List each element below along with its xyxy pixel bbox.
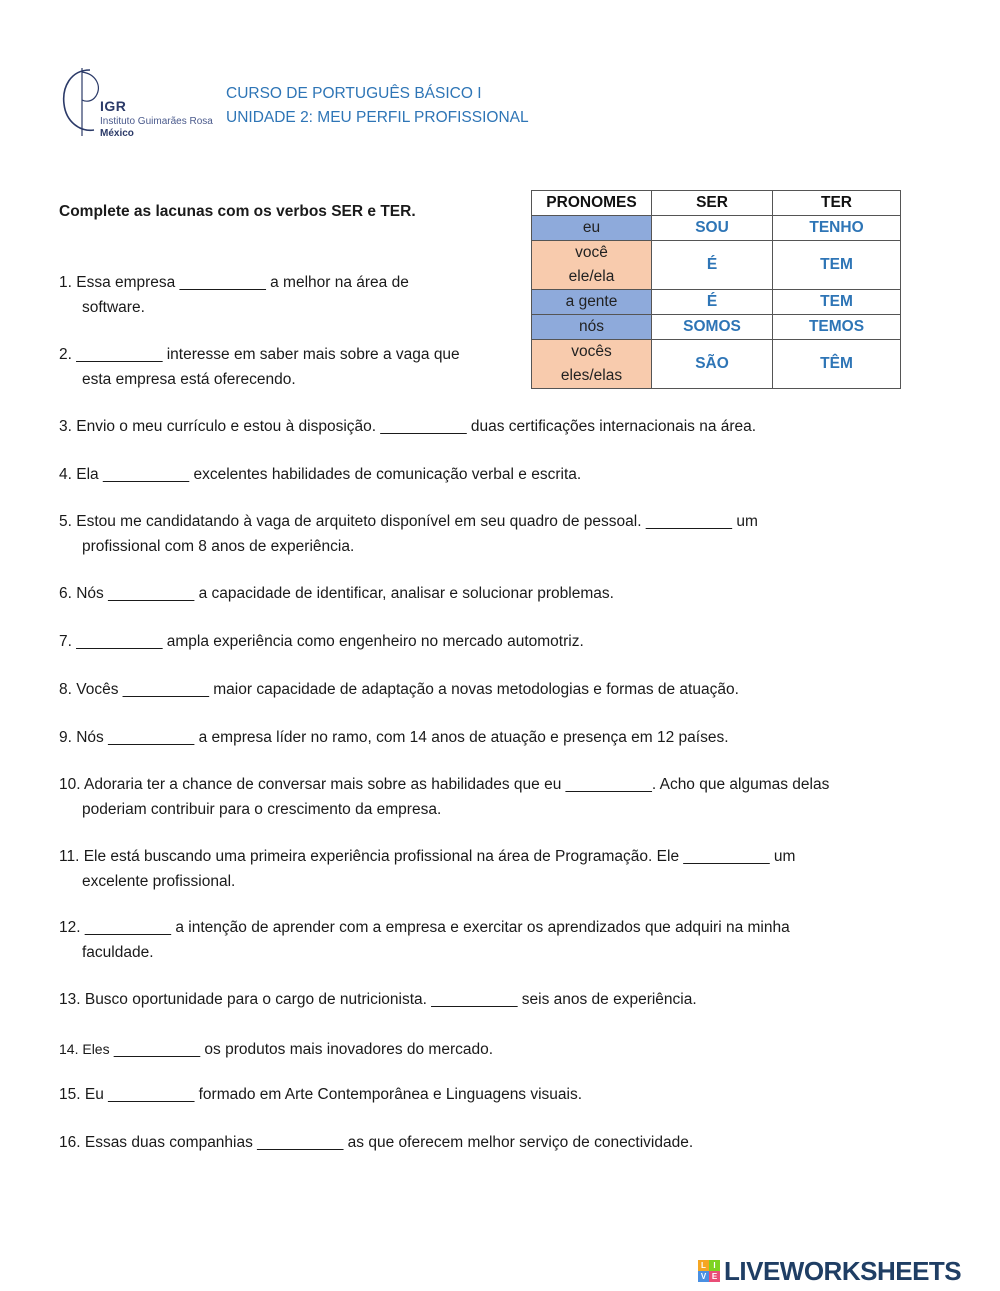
header-ser: SER bbox=[652, 191, 773, 216]
ser-cell: SOMOS bbox=[652, 315, 773, 340]
question-3[interactable] bbox=[59, 415, 756, 440]
course-title: CURSO DE PORTUGUÊS BÁSICO I bbox=[226, 85, 482, 102]
question-text-continued: excelente profissional. bbox=[82, 872, 236, 890]
question-9[interactable] bbox=[59, 726, 729, 751]
ter-cell: TENHO bbox=[773, 216, 901, 241]
ter-cell: TEM bbox=[773, 241, 901, 290]
question-text: 15. Eu __________ formado em Arte Contemporânea e Linguagens visuais. bbox=[59, 1086, 583, 1103]
verb-conjugation-table bbox=[531, 190, 901, 389]
question-5[interactable] bbox=[59, 510, 758, 559]
pronoun-cell bbox=[532, 241, 652, 290]
question-text-continued: faculdade. bbox=[82, 943, 154, 961]
question-text: 3. Envio o meu currículo e estou à disposição. __________ duas certificações internacionais na área. bbox=[59, 418, 757, 435]
pronoun-text: nós bbox=[579, 318, 604, 335]
question-16[interactable] bbox=[59, 1131, 693, 1156]
question-text-continued: software. bbox=[82, 298, 145, 316]
question-text-continued: esta empresa está oferecendo. bbox=[82, 370, 296, 388]
question-6[interactable] bbox=[59, 582, 614, 607]
question-text: 5. Estou me candidatando à vaga de arquiteto disponível em seu quadro de pessoal. __________ um bbox=[59, 513, 758, 530]
pronoun-cell bbox=[532, 315, 652, 340]
question-text: 10. Adoraria ter a chance de conversar mais sobre as habilidades que eu __________. Acho que algumas delas bbox=[59, 776, 830, 793]
question-text: 16. Essas duas companhias __________ as que oferecem melhor serviço de conectividade. bbox=[59, 1134, 694, 1151]
badge-letter: L bbox=[698, 1260, 709, 1271]
question-7[interactable] bbox=[59, 630, 584, 655]
badge-letter: I bbox=[709, 1260, 720, 1271]
ser-cell: É bbox=[652, 290, 773, 315]
logo-abbreviation: IGR bbox=[100, 98, 127, 114]
question-text: 9. Nós __________ a empresa líder no ramo, com 14 anos de atuação e presença em 12 países. bbox=[59, 729, 729, 746]
pronoun-cell bbox=[532, 290, 652, 315]
question-text: 12. __________ a intenção de aprender com a empresa e exercitar os aprendizados que adquiri na minha bbox=[59, 919, 790, 936]
igr-logo bbox=[60, 66, 213, 146]
ter-cell: TEMOS bbox=[773, 315, 901, 340]
header-ter: TER bbox=[773, 191, 901, 216]
course-heading bbox=[226, 82, 529, 130]
question-10[interactable] bbox=[59, 773, 829, 822]
ser-cell: SOU bbox=[652, 216, 773, 241]
question-text: 7. __________ ampla experiência como engenheiro no mercado automotriz. bbox=[59, 633, 584, 650]
logo-country: México bbox=[100, 128, 134, 139]
ser-cell: SÃO bbox=[652, 340, 773, 389]
igr-logo-mark-icon bbox=[60, 66, 104, 146]
question-text: 1. Essa empresa __________ a melhor na área de bbox=[59, 274, 409, 291]
ter-cell: TEM bbox=[773, 290, 901, 315]
question-15[interactable] bbox=[59, 1083, 582, 1108]
table-row bbox=[532, 315, 901, 340]
question-4[interactable] bbox=[59, 463, 581, 488]
pronoun-cell bbox=[532, 216, 652, 241]
ser-cell: É bbox=[652, 241, 773, 290]
question-14[interactable] bbox=[59, 1037, 493, 1063]
unit-title: UNIDADE 2: MEU PERFIL PROFISSIONAL bbox=[226, 109, 529, 126]
table-row bbox=[532, 241, 901, 290]
pronoun-text: eles/elas bbox=[560, 367, 623, 384]
question-text: 2. __________ interesse em saber mais sobre a vaga que bbox=[59, 346, 460, 363]
ter-cell: TÊM bbox=[773, 340, 901, 389]
question-text-continued: profissional com 8 anos de experiência. bbox=[82, 537, 355, 555]
question-text: 8. Vocês __________ maior capacidade de adaptação a novas metodologias e formas de atuação. bbox=[59, 681, 739, 698]
pronoun-text: a gente bbox=[565, 293, 618, 310]
instruction-text: Complete as lacunas com os verbos SER e TER. bbox=[59, 203, 416, 220]
header-pronomes: PRONOMES bbox=[532, 191, 652, 216]
liveworksheets-brand-text: LIVEWORKSHEETS bbox=[724, 1255, 962, 1286]
question-text-continued: poderiam contribuir para o crescimento da empresa. bbox=[82, 800, 442, 818]
pronoun-text: você bbox=[575, 244, 608, 261]
question-2[interactable] bbox=[59, 343, 460, 392]
question-text: __________ os produtos mais inovadores do mercado. bbox=[109, 1041, 494, 1058]
pronoun-text: vocês bbox=[571, 343, 612, 360]
badge-letter: V bbox=[698, 1271, 709, 1282]
liveworksheets-badge-icon bbox=[698, 1260, 720, 1282]
question-text: 6. Nós __________ a capacidade de identificar, analisar e solucionar problemas. bbox=[59, 585, 614, 602]
pronoun-text: eu bbox=[582, 219, 601, 236]
table-row bbox=[532, 340, 901, 389]
logo-institute-name: Instituto Guimarães Rosa bbox=[100, 116, 213, 127]
table-row bbox=[532, 290, 901, 315]
liveworksheets-logo bbox=[698, 1256, 961, 1286]
question-text: 4. Ela __________ excelentes habilidades de comunicação verbal e escrita. bbox=[59, 466, 582, 483]
question-8[interactable] bbox=[59, 678, 739, 703]
question-11[interactable] bbox=[59, 845, 795, 894]
table-row bbox=[532, 216, 901, 241]
pronoun-cell bbox=[532, 340, 652, 389]
question-text: 13. Busco oportunidade para o cargo de nutricionista. __________ seis anos de experiência. bbox=[59, 991, 697, 1008]
question-12[interactable] bbox=[59, 916, 790, 965]
question-prefix: 14. Eles bbox=[59, 1041, 110, 1057]
question-13[interactable] bbox=[59, 988, 697, 1013]
question-text: 11. Ele está buscando uma primeira experiência profissional na área de Programação. Ele __________ um bbox=[59, 848, 796, 865]
pronoun-text: ele/ela bbox=[568, 268, 615, 285]
table-header-row bbox=[532, 191, 901, 216]
question-1[interactable] bbox=[59, 271, 409, 320]
badge-letter: E bbox=[709, 1271, 720, 1282]
